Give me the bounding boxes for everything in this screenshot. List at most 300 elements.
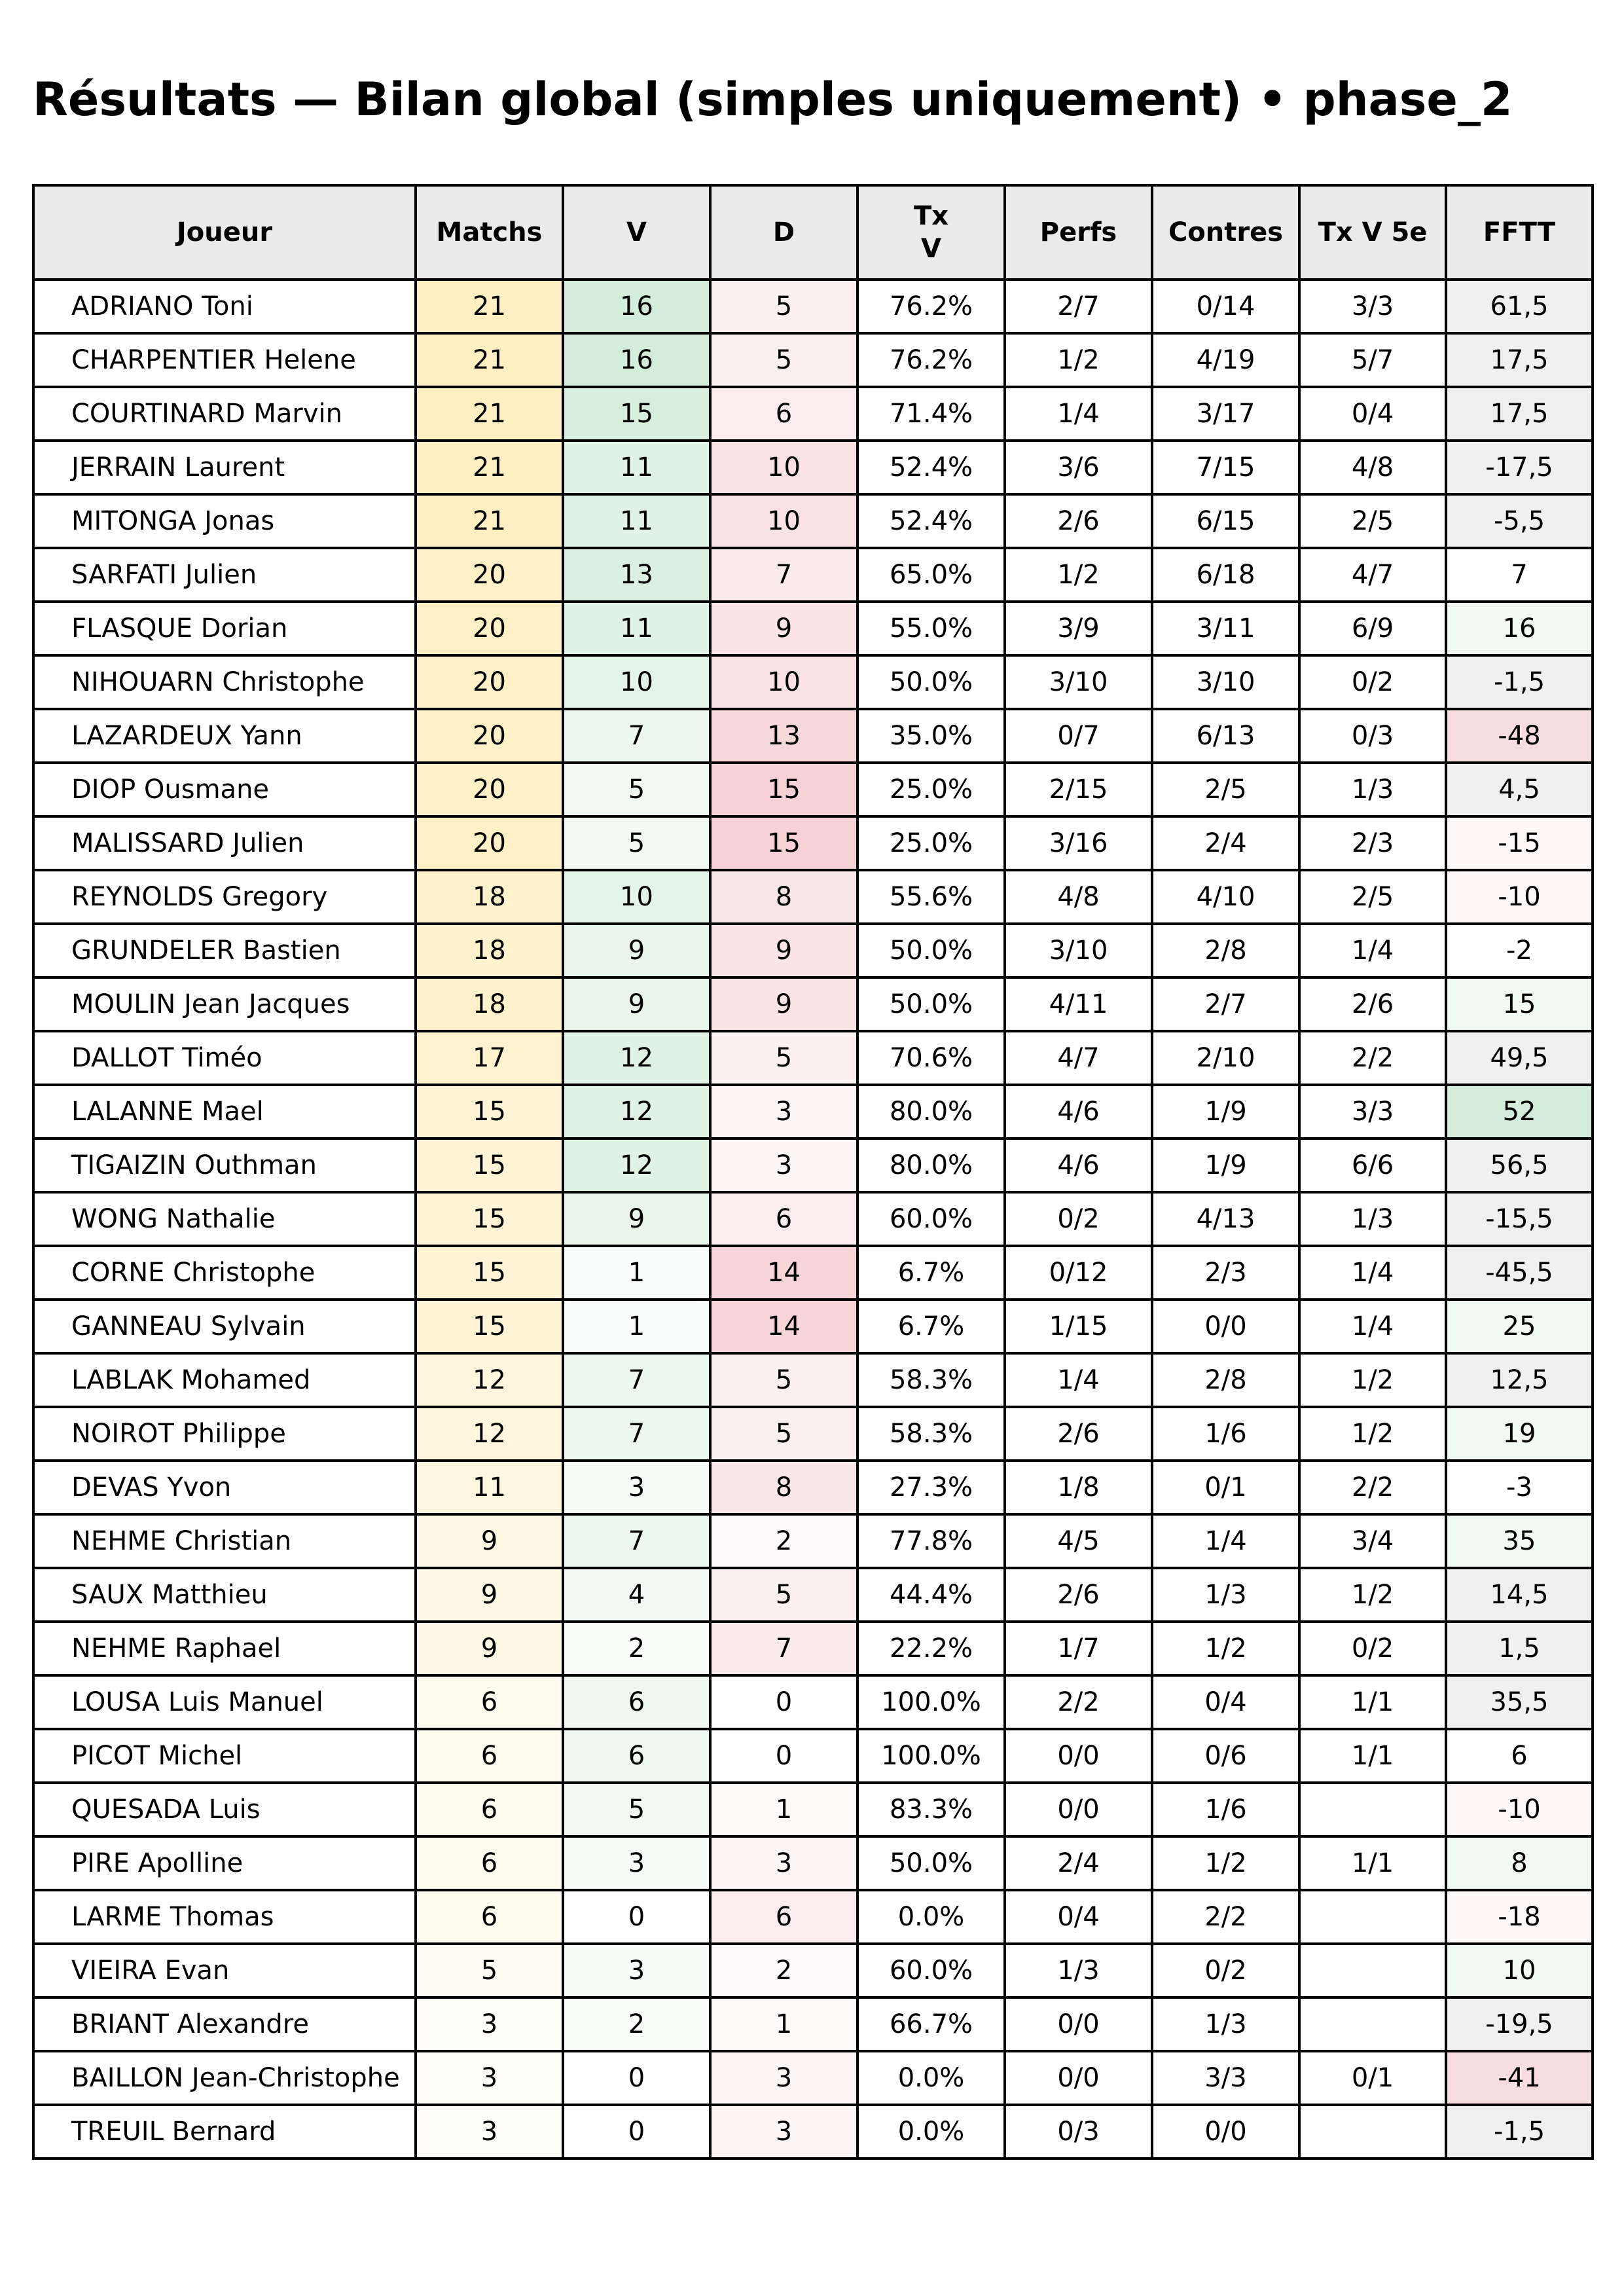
cell-matchs: 15 [416,1139,563,1192]
header-perfs: Perfs [1005,185,1152,280]
cell-v: 11 [563,441,710,494]
table-row [33,1031,1593,1085]
cell-v: 5 [563,763,710,816]
cell-matchs: 17 [416,1031,563,1085]
cell-txv5e: 4/7 [1299,548,1446,602]
cell-fftt: 25 [1446,1300,1593,1353]
cell-perfs: 0/4 [1005,1890,1152,1944]
cell-d: 6 [710,1192,857,1246]
cell-txv5e: 1/1 [1299,1729,1446,1783]
cell-txv: 58.3% [857,1353,1005,1407]
cell-fftt: 8 [1446,1836,1593,1890]
table-row [33,1568,1593,1622]
cell-txv5e: 1/2 [1299,1353,1446,1407]
cell-matchs: 18 [416,924,563,977]
cell-contres: 0/0 [1152,1300,1299,1353]
cell-fftt: -15,5 [1446,1192,1593,1246]
cell-txv5e: 6/9 [1299,602,1446,655]
cell-d: 0 [710,1675,857,1729]
cell-perfs: 1/2 [1005,548,1152,602]
table-row [33,816,1593,870]
cell-fftt: 16 [1446,602,1593,655]
cell-txv: 55.0% [857,602,1005,655]
cell-txv5e: 1/4 [1299,1300,1446,1353]
cell-v: 12 [563,1085,710,1139]
table-row [33,655,1593,709]
cell-joueur: QUESADA Luis [33,1783,416,1836]
cell-matchs: 20 [416,548,563,602]
cell-perfs: 4/8 [1005,870,1152,924]
cell-fftt: 61,5 [1446,280,1593,333]
cell-matchs: 11 [416,1461,563,1514]
cell-perfs: 3/9 [1005,602,1152,655]
cell-perfs: 0/0 [1005,1783,1152,1836]
cell-contres: 1/4 [1152,1514,1299,1568]
table-row [33,1729,1593,1783]
cell-joueur: LALANNE Mael [33,1085,416,1139]
cell-matchs: 3 [416,2051,563,2105]
cell-v: 7 [563,1407,710,1461]
cell-fftt: -48 [1446,709,1593,763]
cell-contres: 1/3 [1152,1568,1299,1622]
cell-txv5e: 0/2 [1299,655,1446,709]
cell-contres: 2/2 [1152,1890,1299,1944]
cell-v: 7 [563,709,710,763]
cell-joueur: MITONGA Jonas [33,494,416,548]
cell-d: 5 [710,1353,857,1407]
cell-contres: 2/3 [1152,1246,1299,1300]
cell-txv5e: 3/3 [1299,1085,1446,1139]
cell-contres: 2/8 [1152,924,1299,977]
cell-matchs: 20 [416,816,563,870]
cell-txv: 22.2% [857,1622,1005,1675]
cell-perfs: 4/6 [1005,1085,1152,1139]
cell-matchs: 15 [416,1300,563,1353]
cell-matchs: 6 [416,1729,563,1783]
cell-matchs: 15 [416,1192,563,1246]
header-txv5e: Tx V 5e [1299,185,1446,280]
table-row [33,924,1593,977]
cell-fftt: -19,5 [1446,1997,1593,2051]
cell-matchs: 21 [416,280,563,333]
cell-fftt: 6 [1446,1729,1593,1783]
cell-v: 9 [563,1192,710,1246]
cell-perfs: 1/4 [1005,1353,1152,1407]
cell-perfs: 2/6 [1005,494,1152,548]
cell-fftt: 17,5 [1446,333,1593,387]
cell-perfs: 0/0 [1005,2051,1152,2105]
cell-perfs: 0/0 [1005,1729,1152,1783]
cell-joueur: COURTINARD Marvin [33,387,416,441]
cell-v: 3 [563,1944,710,1997]
table-row [33,1085,1593,1139]
header-txv-line2: V [921,234,941,264]
cell-joueur: NIHOUARN Christophe [33,655,416,709]
cell-txv5e [1299,1997,1446,2051]
header-txv [857,185,1005,280]
cell-perfs: 2/2 [1005,1675,1152,1729]
cell-txv5e: 0/2 [1299,1622,1446,1675]
cell-txv5e: 2/5 [1299,870,1446,924]
cell-txv: 80.0% [857,1139,1005,1192]
cell-d: 5 [710,1407,857,1461]
cell-d: 3 [710,2051,857,2105]
page-title: Résultats — Bilan global (simples uniquement) • phase_2 [33,73,1513,126]
cell-matchs: 18 [416,977,563,1031]
table-row [33,1192,1593,1246]
cell-d: 5 [710,280,857,333]
cell-txv5e: 1/2 [1299,1568,1446,1622]
cell-matchs: 15 [416,1085,563,1139]
cell-d: 8 [710,1461,857,1514]
cell-txv: 83.3% [857,1783,1005,1836]
cell-v: 4 [563,1568,710,1622]
cell-fftt: -45,5 [1446,1246,1593,1300]
cell-joueur: LARME Thomas [33,1890,416,1944]
cell-d: 10 [710,441,857,494]
cell-d: 10 [710,494,857,548]
cell-perfs: 4/7 [1005,1031,1152,1085]
cell-contres: 3/10 [1152,655,1299,709]
cell-txv: 52.4% [857,494,1005,548]
table-row [33,709,1593,763]
cell-matchs: 21 [416,441,563,494]
cell-d: 6 [710,387,857,441]
cell-fftt: -10 [1446,1783,1593,1836]
cell-txv5e: 3/3 [1299,280,1446,333]
cell-contres: 2/5 [1152,763,1299,816]
cell-contres: 6/13 [1152,709,1299,763]
header-d: D [710,185,857,280]
cell-txv: 50.0% [857,1836,1005,1890]
cell-v: 0 [563,2051,710,2105]
cell-txv: 58.3% [857,1407,1005,1461]
cell-txv: 55.6% [857,870,1005,924]
table-row [33,1461,1593,1514]
cell-contres: 0/2 [1152,1944,1299,1997]
table-row [33,1890,1593,1944]
cell-v: 13 [563,548,710,602]
cell-perfs: 3/10 [1005,655,1152,709]
cell-fftt: 7 [1446,548,1593,602]
cell-perfs: 3/16 [1005,816,1152,870]
cell-matchs: 12 [416,1407,563,1461]
cell-v: 6 [563,1675,710,1729]
table-row [33,870,1593,924]
table-row [33,548,1593,602]
cell-joueur: MOULIN Jean Jacques [33,977,416,1031]
cell-perfs: 4/11 [1005,977,1152,1031]
cell-v: 12 [563,1031,710,1085]
cell-txv5e: 2/6 [1299,977,1446,1031]
cell-joueur: PIRE Apolline [33,1836,416,1890]
cell-perfs: 2/6 [1005,1407,1152,1461]
cell-fftt: 56,5 [1446,1139,1593,1192]
cell-txv: 70.6% [857,1031,1005,1085]
cell-matchs: 3 [416,1997,563,2051]
cell-txv: 66.7% [857,1997,1005,2051]
cell-d: 5 [710,1568,857,1622]
cell-perfs: 1/4 [1005,387,1152,441]
cell-fftt: 14,5 [1446,1568,1593,1622]
cell-matchs: 21 [416,494,563,548]
cell-d: 14 [710,1300,857,1353]
cell-matchs: 9 [416,1622,563,1675]
table-row [33,1514,1593,1568]
cell-d: 2 [710,1514,857,1568]
header-row [33,185,1593,280]
cell-contres: 1/3 [1152,1997,1299,2051]
cell-perfs: 1/3 [1005,1944,1152,1997]
cell-txv5e: 5/7 [1299,333,1446,387]
cell-txv: 60.0% [857,1944,1005,1997]
cell-fftt: -1,5 [1446,655,1593,709]
cell-joueur: BRIANT Alexandre [33,1997,416,2051]
cell-txv: 6.7% [857,1300,1005,1353]
cell-fftt: 15 [1446,977,1593,1031]
cell-contres: 0/6 [1152,1729,1299,1783]
cell-txv: 77.8% [857,1514,1005,1568]
header-matchs: Matchs [416,185,563,280]
cell-txv: 44.4% [857,1568,1005,1622]
cell-joueur: DALLOT Timéo [33,1031,416,1085]
header-v: V [563,185,710,280]
cell-matchs: 3 [416,2105,563,2159]
cell-txv: 100.0% [857,1675,1005,1729]
cell-fftt: -5,5 [1446,494,1593,548]
cell-matchs: 20 [416,655,563,709]
cell-txv: 71.4% [857,387,1005,441]
cell-d: 10 [710,655,857,709]
cell-joueur: DEVAS Yvon [33,1461,416,1514]
cell-perfs: 1/15 [1005,1300,1152,1353]
cell-contres: 6/15 [1152,494,1299,548]
cell-txv5e [1299,1890,1446,1944]
cell-v: 11 [563,494,710,548]
cell-txv5e: 2/2 [1299,1461,1446,1514]
cell-txv: 50.0% [857,924,1005,977]
cell-fftt: -17,5 [1446,441,1593,494]
cell-txv: 52.4% [857,441,1005,494]
cell-joueur: REYNOLDS Gregory [33,870,416,924]
cell-joueur: CORNE Christophe [33,1246,416,1300]
cell-fftt: -10 [1446,870,1593,924]
cell-perfs: 0/2 [1005,1192,1152,1246]
cell-txv5e [1299,2105,1446,2159]
cell-perfs: 0/7 [1005,709,1152,763]
cell-v: 9 [563,924,710,977]
cell-perfs: 2/7 [1005,280,1152,333]
cell-txv: 76.2% [857,280,1005,333]
cell-txv: 0.0% [857,2105,1005,2159]
cell-joueur: JERRAIN Laurent [33,441,416,494]
cell-fftt: 35 [1446,1514,1593,1568]
cell-fftt: 12,5 [1446,1353,1593,1407]
cell-contres: 1/9 [1152,1139,1299,1192]
cell-d: 8 [710,870,857,924]
cell-v: 1 [563,1300,710,1353]
cell-txv5e: 1/2 [1299,1407,1446,1461]
cell-joueur: FLASQUE Dorian [33,602,416,655]
cell-fftt: 10 [1446,1944,1593,1997]
cell-v: 7 [563,1353,710,1407]
cell-txv: 25.0% [857,816,1005,870]
table-row [33,1944,1593,1997]
cell-joueur: LAZARDEUX Yann [33,709,416,763]
cell-txv5e: 0/1 [1299,2051,1446,2105]
cell-d: 1 [710,1997,857,2051]
cell-matchs: 6 [416,1783,563,1836]
cell-joueur: ADRIANO Toni [33,280,416,333]
cell-v: 2 [563,1622,710,1675]
cell-txv: 0.0% [857,2051,1005,2105]
cell-d: 3 [710,1139,857,1192]
cell-perfs: 2/15 [1005,763,1152,816]
cell-contres: 1/6 [1152,1407,1299,1461]
table-row [33,763,1593,816]
cell-contres: 1/6 [1152,1783,1299,1836]
cell-perfs: 1/2 [1005,333,1152,387]
table-row [33,1783,1593,1836]
cell-txv5e [1299,1783,1446,1836]
cell-joueur: TREUIL Bernard [33,2105,416,2159]
cell-txv: 80.0% [857,1085,1005,1139]
cell-txv5e: 1/1 [1299,1675,1446,1729]
cell-d: 15 [710,816,857,870]
cell-txv5e: 2/5 [1299,494,1446,548]
cell-joueur: LOUSA Luis Manuel [33,1675,416,1729]
cell-v: 11 [563,602,710,655]
cell-perfs: 2/6 [1005,1568,1152,1622]
results-table [32,184,1594,2160]
cell-contres: 1/9 [1152,1085,1299,1139]
table-row [33,602,1593,655]
cell-v: 5 [563,1783,710,1836]
cell-txv: 76.2% [857,333,1005,387]
cell-fftt: -41 [1446,2051,1593,2105]
cell-fftt: -2 [1446,924,1593,977]
cell-fftt: -18 [1446,1890,1593,1944]
table-row [33,1139,1593,1192]
cell-v: 6 [563,1729,710,1783]
cell-txv5e: 3/4 [1299,1514,1446,1568]
cell-txv: 27.3% [857,1461,1005,1514]
cell-fftt: 35,5 [1446,1675,1593,1729]
cell-v: 3 [563,1461,710,1514]
header-contres: Contres [1152,185,1299,280]
cell-v: 7 [563,1514,710,1568]
cell-joueur: TIGAIZIN Outhman [33,1139,416,1192]
cell-txv: 50.0% [857,977,1005,1031]
cell-txv: 60.0% [857,1192,1005,1246]
cell-matchs: 6 [416,1675,563,1729]
cell-joueur: SAUX Matthieu [33,1568,416,1622]
table-row [33,333,1593,387]
cell-d: 9 [710,924,857,977]
cell-matchs: 21 [416,387,563,441]
cell-matchs: 18 [416,870,563,924]
header-fftt: FFTT [1446,185,1593,280]
cell-d: 13 [710,709,857,763]
cell-txv5e: 6/6 [1299,1139,1446,1192]
cell-d: 15 [710,763,857,816]
table-row [33,1353,1593,1407]
cell-contres: 1/2 [1152,1622,1299,1675]
cell-matchs: 9 [416,1514,563,1568]
cell-perfs: 3/6 [1005,441,1152,494]
cell-fftt: 52 [1446,1085,1593,1139]
cell-contres: 4/13 [1152,1192,1299,1246]
cell-joueur: LABLAK Mohamed [33,1353,416,1407]
cell-d: 3 [710,1836,857,1890]
cell-txv5e: 4/8 [1299,441,1446,494]
cell-perfs: 1/8 [1005,1461,1152,1514]
cell-contres: 1/2 [1152,1836,1299,1890]
cell-d: 14 [710,1246,857,1300]
cell-v: 2 [563,1997,710,2051]
table-row [33,1300,1593,1353]
cell-joueur: GRUNDELER Bastien [33,924,416,977]
cell-contres: 2/7 [1152,977,1299,1031]
cell-d: 6 [710,1890,857,1944]
cell-matchs: 21 [416,333,563,387]
header-txv-line1: Tx [913,201,949,231]
cell-txv: 100.0% [857,1729,1005,1783]
cell-joueur: NEHME Christian [33,1514,416,1568]
cell-contres: 0/4 [1152,1675,1299,1729]
cell-txv: 65.0% [857,548,1005,602]
cell-contres: 4/10 [1152,870,1299,924]
table-row [33,280,1593,333]
cell-matchs: 20 [416,709,563,763]
cell-txv: 25.0% [857,763,1005,816]
cell-joueur: VIEIRA Evan [33,1944,416,1997]
cell-txv5e: 1/3 [1299,763,1446,816]
cell-txv: 35.0% [857,709,1005,763]
cell-matchs: 6 [416,1836,563,1890]
cell-perfs: 0/3 [1005,2105,1152,2159]
cell-contres: 6/18 [1152,548,1299,602]
cell-v: 9 [563,977,710,1031]
table-row [33,494,1593,548]
cell-txv5e: 0/4 [1299,387,1446,441]
table-row [33,387,1593,441]
cell-perfs: 4/6 [1005,1139,1152,1192]
table-row [33,2051,1593,2105]
cell-d: 2 [710,1944,857,1997]
cell-contres: 2/8 [1152,1353,1299,1407]
cell-joueur: PICOT Michel [33,1729,416,1783]
cell-fftt: -1,5 [1446,2105,1593,2159]
table-row [33,1836,1593,1890]
cell-fftt: 1,5 [1446,1622,1593,1675]
cell-matchs: 15 [416,1246,563,1300]
table-row [33,1997,1593,2051]
cell-v: 16 [563,333,710,387]
table-body [33,280,1593,2159]
cell-perfs: 2/4 [1005,1836,1152,1890]
cell-contres: 4/19 [1152,333,1299,387]
cell-txv5e: 2/3 [1299,816,1446,870]
cell-txv5e: 0/3 [1299,709,1446,763]
cell-contres: 2/4 [1152,816,1299,870]
cell-fftt: 4,5 [1446,763,1593,816]
cell-txv5e: 2/2 [1299,1031,1446,1085]
cell-fftt: 49,5 [1446,1031,1593,1085]
cell-joueur: WONG Nathalie [33,1192,416,1246]
cell-d: 7 [710,548,857,602]
cell-txv: 50.0% [857,655,1005,709]
